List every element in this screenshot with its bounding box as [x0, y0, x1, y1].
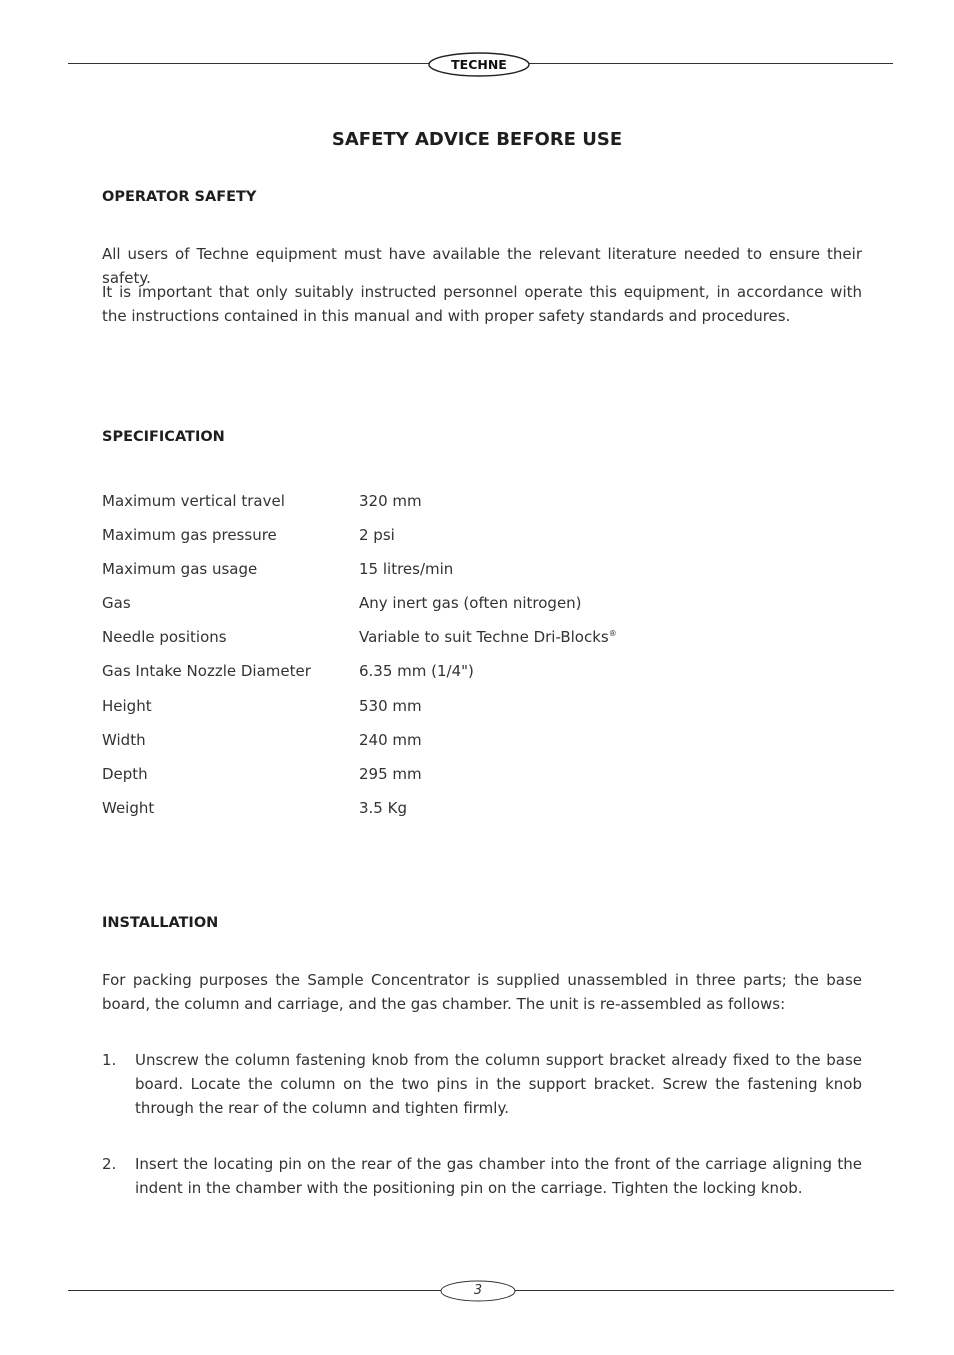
spec-row: [102, 765, 617, 799]
spec-value: 3.5 Kg: [359, 798, 407, 817]
list-text: Unscrew the column fastening knob from the column support bracket already fixed to the base board. Locate the column on the two pins in the support bracket. Screw the fastening knob through the rear of the column and tighten firmly.: [135, 1051, 862, 1117]
spec-value: 240 mm: [359, 730, 422, 749]
installation-intro: For packing purposes the Sample Concentrator is supplied unassembled in three parts; the base board, the column and carriage, and the gas chamber. The unit is re-assembled as follows:: [102, 971, 862, 1013]
spec-value: Any inert gas (often nitrogen): [359, 594, 582, 613]
operator-safety-paragraph-2: It is important that only suitably instructed personnel operate this equipment, in accordance with the instructions contained in this manual and with proper safety standards and procedures.: [102, 283, 862, 325]
list-text: Insert the locating pin on the rear of the gas chamber into the front of the carriage aligning the indent in the chamber with the positioning pin on the carriage. Tighten the locking knob.: [135, 1155, 862, 1197]
spec-label: Gas: [102, 594, 131, 613]
list-item: [102, 1152, 862, 1200]
page-number-badge: [440, 1280, 516, 1302]
spec-label: Height: [102, 696, 152, 715]
spec-value-text: Variable to suit Techne Dri-Blocks: [359, 628, 609, 647]
spec-label: Maximum gas pressure: [102, 526, 277, 545]
footer-rule-left: [68, 1290, 442, 1291]
installation-heading: INSTALLATION: [102, 915, 219, 931]
logo-text: TECHNE: [451, 57, 507, 72]
spec-value: 2 psi: [359, 526, 395, 545]
operator-safety-paragraph-1: All users of Techne equipment must have available the relevant literature needed to ensure their safety.: [102, 245, 862, 287]
spec-value: 295 mm: [359, 764, 422, 783]
list-number: 2.: [102, 1155, 117, 1173]
spec-value: 320 mm: [359, 492, 422, 510]
specification-table: [102, 492, 617, 833]
operator-safety-heading: OPERATOR SAFETY: [102, 189, 257, 205]
spec-row: [102, 492, 617, 526]
spec-row: [102, 628, 617, 662]
spec-label: Depth: [102, 764, 148, 783]
spec-label: Maximum vertical travel: [102, 492, 285, 510]
spec-value: [359, 628, 617, 646]
list-number: 1.: [102, 1051, 117, 1069]
spec-value: 6.35 mm (1/4"): [359, 662, 474, 681]
spec-row: [102, 560, 617, 594]
spec-value: 15 litres/min: [359, 560, 454, 579]
specification-heading: SPECIFICATION: [102, 429, 225, 445]
header-rule-left: [68, 63, 430, 64]
techne-logo: [428, 52, 530, 77]
page-title: SAFETY ADVICE BEFORE USE: [331, 129, 623, 150]
spec-row: [102, 799, 617, 833]
spec-row: [102, 662, 617, 696]
spec-row: [102, 697, 617, 731]
spec-row: [102, 526, 617, 560]
footer-rule-right: [514, 1290, 894, 1291]
spec-label: Maximum gas usage: [102, 560, 258, 579]
spec-row: [102, 731, 617, 765]
page-number: 3: [473, 1283, 483, 1298]
spec-label: Needle positions: [102, 628, 227, 647]
spec-label: Weight: [102, 798, 155, 817]
registered-mark: ®: [608, 629, 617, 639]
spec-label: Gas Intake Nozzle Diameter: [102, 662, 311, 681]
list-item: [102, 1048, 862, 1120]
spec-value: 530 mm: [359, 696, 422, 715]
spec-label: Width: [102, 730, 146, 749]
spec-row: [102, 594, 617, 628]
header-rule-right: [528, 63, 893, 64]
